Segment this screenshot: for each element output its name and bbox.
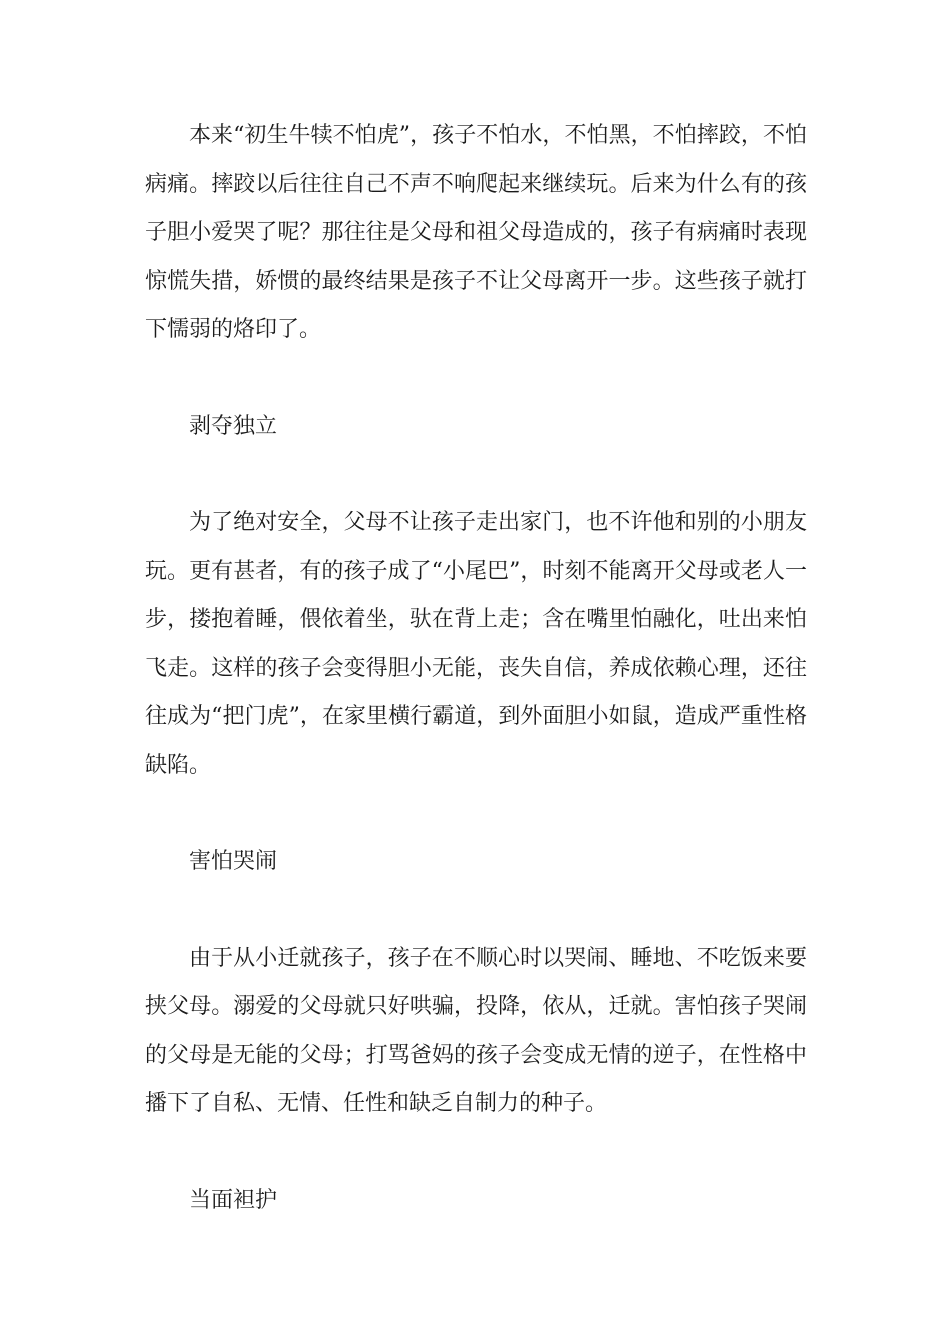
section-heading-fear-of-crying: 害怕哭闹 xyxy=(189,849,278,874)
paragraph-deprive-independence: 为了绝对安全，父母不让孩子走出家门，也不许他和别的小朋友玩。更有甚者，有的孩子成了“小尾巴”，时刻不能离开父母或老人一步，搂抱着睡，偎依着坐，驮在背上走；含在嘴里怕融化，吐出来怕飞走。这样的孩子会变得胆小无能，丧失自信，养成依赖心理，还往往成为“把门虎”，在家里横行霸道，到外面胆小如鼠，造成严重性格缺陷。 xyxy=(145,510,807,778)
section-heading-open-protection: 当面袒护 xyxy=(189,1187,278,1213)
document-body xyxy=(145,112,807,1273)
paragraph-fear-of-crying: 由于从小迁就孩子，孩子在不顺心时以哭闹、睡地、不吃饭来要挟父母。溺爱的父母就只好哄骗，投降，依从，迁就。害怕孩子哭闹的父母是无能的父母；打骂爸妈的孩子会变成无情的逆子，在性格中播下了自私、无情、任性和缺乏自制力的种子。 xyxy=(145,945,807,1116)
paragraph-fearless-children: 本来“初生牛犊不怕虎”，孩子不怕水，不怕黑，不怕摔跤，不怕病痛。摔跤以后往往自己不声不响爬起来继续玩。后来为什么有的孩子胆小爱哭了呢？那往往是父母和祖父母造成的，孩子有病痛时表现惊慌失措，娇惯的最终结果是孩子不让父母离开一步。这些孩子就打下懦弱的烙印了。 xyxy=(145,123,807,342)
section-heading-deprive-independence: 剥夺独立 xyxy=(189,413,278,439)
